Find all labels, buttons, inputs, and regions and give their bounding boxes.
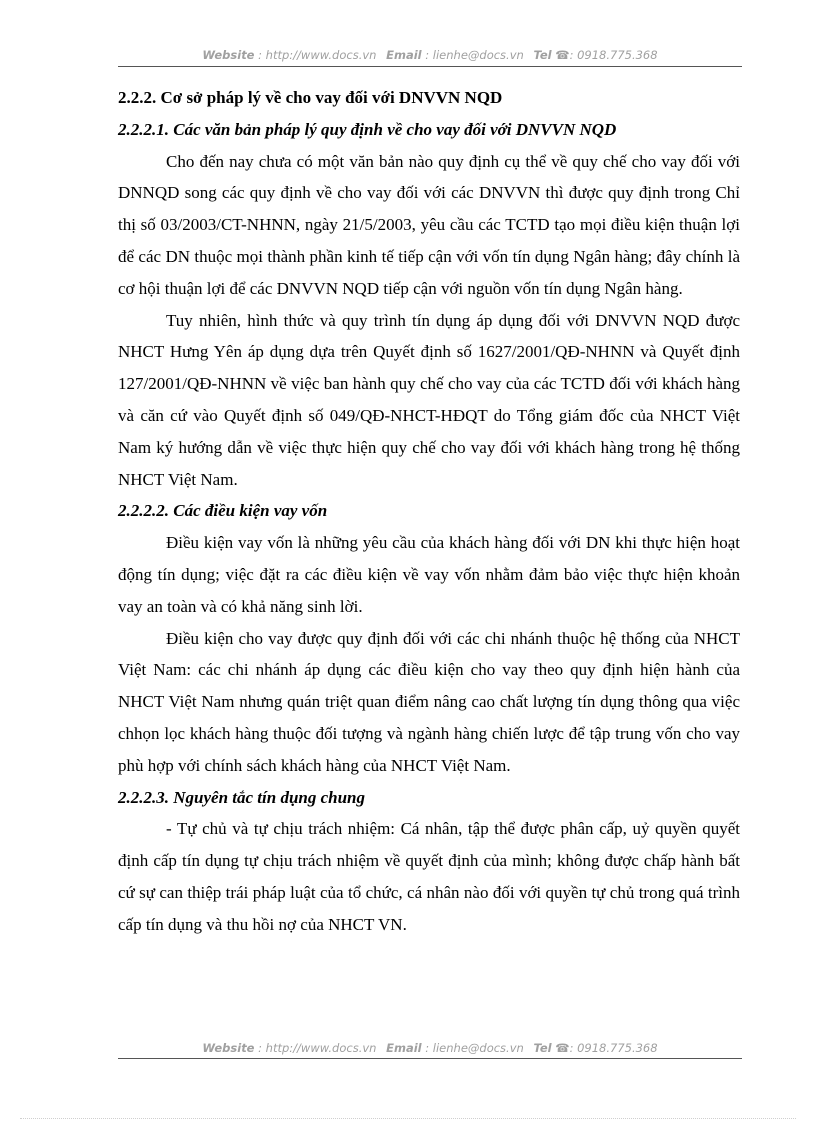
subsection-heading-3: 2.2.2.3. Nguyên tắc tín dụng chung — [118, 787, 366, 807]
tel-value: : 0918.775.368 — [569, 48, 658, 62]
subsection-heading-1: 2.2.2.1. Các văn bản pháp lý quy định về cho vay đối với DNVVN NQD — [118, 119, 617, 139]
email-label: Email — [386, 1041, 422, 1055]
document-body — [118, 82, 740, 941]
footer-rule — [118, 1058, 742, 1059]
page-edge-divider — [20, 1118, 796, 1119]
paragraph: Tuy nhiên, hình thức và quy trình tín dụng áp dụng đối với DNVVN NQD được NHCT Hưng Yên áp dụng dựa trên Quyết định số 1627/2001/QĐ-NHNN và Quyết định 127/2001/QĐ-NHNN về việc ban hành quy chế cho vay của các TCTD đối với khách hàng và căn cứ vào Quyết định số 049/QĐ-NHCT-HĐQT do Tổng giám đốc của NHCT Việt Nam ký hướng dẫn về việc thực hiện quy chế cho vay đối với khách hàng trong hệ thống NHCT Việt Nam. — [118, 310, 740, 489]
email-value: : lienhe@docs.vn — [425, 1041, 524, 1055]
paragraph: Cho đến nay chưa có một văn bản nào quy định cụ thể về quy chế cho vay đối với DNNQD song các quy định về cho vay đối với các DNVVN thì được quy định trong Chỉ thị số 03/2003/CT-NHNN, ngày 21/5/2003, yêu cầu các TCTD tạo mọi điều kiện thuận lợi để các DN thuộc mọi thành phần kinh tế tiếp cận với vốn tín dụng Ngân hàng; đây chính là cơ hội thuận lợi để các DNVVN NQD tiếp cận với nguồn vốn tín dụng Ngân hàng. — [118, 151, 740, 298]
page-footer — [118, 1041, 742, 1055]
paragraph: Điều kiện cho vay được quy định đối với các chi nhánh thuộc hệ thống của NHCT Việt Nam: các chi nhánh áp dụng các điều kiện cho vay theo quy định hiện hành của NHCT Việt Nam nhưng quán triệt quan điểm nâng cao chất lượng tín dụng thông qua việc chhọn lọc khách hàng thuộc đối tượng và ngành hàng chiến lược để tập trung vốn cho vay phù hợp với chính sách khách hàng của NHCT Việt Nam. — [118, 628, 740, 775]
phone-icon: ☎ — [555, 1041, 570, 1055]
website-label: Website — [202, 1041, 255, 1055]
website-value: : http://www.docs.vn — [258, 48, 377, 62]
subsection-heading-2: 2.2.2.2. Các điều kiện vay vốn — [118, 501, 328, 521]
section-heading: 2.2.2. Cơ sở pháp lý về cho vay đối với DNVVN NQD — [118, 88, 503, 107]
tel-label: Tel — [533, 48, 552, 62]
header-rule — [118, 66, 742, 67]
tel-value: : 0918.775.368 — [569, 1041, 658, 1055]
website-label: Website — [202, 48, 255, 62]
tel-label: Tel — [533, 1041, 552, 1055]
email-label: Email — [386, 48, 422, 62]
paragraph: Điều kiện vay vốn là những yêu cầu của khách hàng đối với DN khi thực hiện hoạt động tín dụng; việc đặt ra các điều kiện về vay vốn nhằm đảm bảo việc thực hiện khoản vay an toàn và có khả năng sinh lời. — [118, 533, 740, 616]
phone-icon: ☎ — [555, 48, 570, 62]
website-value: : http://www.docs.vn — [258, 1041, 377, 1055]
paragraph: - Tự chủ và tự chịu trách nhiệm: Cá nhân, tập thể được phân cấp, uỷ quyền quyết định cấp tín dụng tự chịu trách nhiệm về quyết định của mình; không được chấp hành bất cứ sự can thiệp trái pháp luật của tổ chức, cá nhân nào đối với quyền tự chủ trong quá trình cấp tín dụng và thu hồi nợ của NHCT VN. — [118, 819, 740, 934]
email-value: : lienhe@docs.vn — [425, 48, 524, 62]
page-header — [118, 48, 742, 62]
